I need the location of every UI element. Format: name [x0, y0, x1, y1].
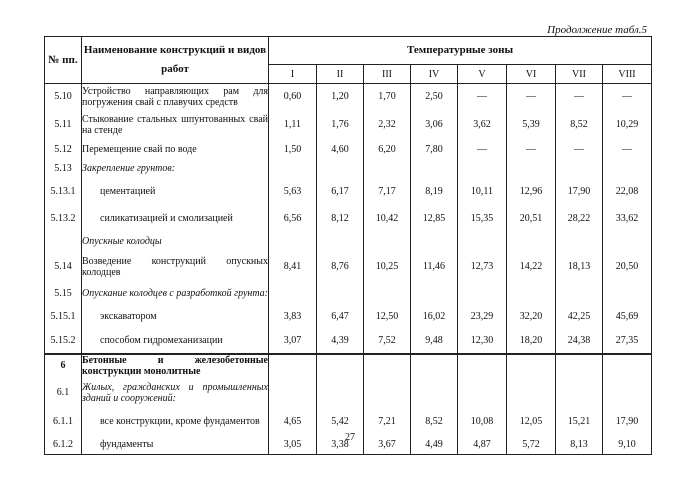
table-row	[45, 283, 652, 304]
value-cell: 4,87	[458, 435, 507, 455]
header-zone: IV	[411, 65, 458, 84]
value-cell: —	[556, 140, 603, 159]
table-row	[45, 377, 652, 409]
value-cell	[458, 159, 507, 178]
value-cell: 10,25	[364, 251, 411, 283]
value-cell: 14,22	[507, 251, 556, 283]
value-cell	[364, 159, 411, 178]
value-cell: 17,90	[603, 409, 652, 435]
row-name: Опускание колодцев с разработкой грунта:	[82, 283, 269, 304]
value-cell: 0,60	[269, 84, 317, 110]
value-cell: 4,39	[317, 329, 364, 354]
row-name: экскаватором	[82, 304, 269, 329]
value-cell	[317, 354, 364, 377]
table-row	[45, 159, 652, 178]
value-cell: 18,13	[556, 251, 603, 283]
value-cell: 8,76	[317, 251, 364, 283]
value-cell	[458, 232, 507, 251]
value-cell: 7,21	[364, 409, 411, 435]
value-cell: 4,65	[269, 409, 317, 435]
value-cell: 10,29	[603, 110, 652, 140]
table-row	[45, 409, 652, 435]
value-cell: 8,13	[556, 435, 603, 455]
value-cell: 1,20	[317, 84, 364, 110]
value-cell	[411, 354, 458, 377]
row-number: 6.1.2	[45, 435, 82, 455]
header-zone: V	[458, 65, 507, 84]
table-row	[45, 329, 652, 354]
value-cell: 12,05	[507, 409, 556, 435]
value-cell	[317, 159, 364, 178]
row-name: Жилых, гражданских и промышленных зданий и сооружений:	[82, 377, 269, 409]
value-cell: 1,11	[269, 110, 317, 140]
table-row	[45, 232, 652, 251]
row-number: 6	[45, 354, 82, 377]
value-cell: 7,80	[411, 140, 458, 159]
row-name: Стыкование стальных шпунтованных свай на стенде	[82, 110, 269, 140]
table-row	[45, 304, 652, 329]
value-cell	[507, 354, 556, 377]
value-cell: 4,49	[411, 435, 458, 455]
value-cell: 18,20	[507, 329, 556, 354]
norms-table	[44, 36, 652, 455]
value-cell	[364, 354, 411, 377]
value-cell: —	[603, 140, 652, 159]
value-cell: 45,69	[603, 304, 652, 329]
row-number: 5.15.2	[45, 329, 82, 354]
header-name: Наименование конструкций и видов работ	[82, 37, 269, 84]
header-zone: III	[364, 65, 411, 84]
page-number: 27	[345, 432, 355, 443]
header-zone: VII	[556, 65, 603, 84]
row-name: силикатизацией и смолизацией	[82, 206, 269, 232]
value-cell: 20,50	[603, 251, 652, 283]
value-cell	[364, 283, 411, 304]
value-cell: —	[458, 140, 507, 159]
value-cell: 3,07	[269, 329, 317, 354]
value-cell: 8,52	[411, 409, 458, 435]
value-cell: 11,46	[411, 251, 458, 283]
value-cell	[269, 159, 317, 178]
row-name: Закрепление грунтов:	[82, 159, 269, 178]
value-cell	[269, 232, 317, 251]
value-cell	[364, 232, 411, 251]
value-cell	[458, 354, 507, 377]
value-cell: 10,11	[458, 178, 507, 206]
value-cell	[556, 283, 603, 304]
row-name: Опускные колодцы	[82, 232, 269, 251]
value-cell: 8,12	[317, 206, 364, 232]
value-cell	[603, 354, 652, 377]
value-cell: 6,20	[364, 140, 411, 159]
value-cell: 9,10	[603, 435, 652, 455]
value-cell	[364, 377, 411, 409]
header-zones-title: Температурные зоны	[269, 37, 652, 65]
value-cell: 6,47	[317, 304, 364, 329]
value-cell	[603, 283, 652, 304]
value-cell: 12,50	[364, 304, 411, 329]
row-number: 5.15.1	[45, 304, 82, 329]
value-cell: 2,50	[411, 84, 458, 110]
row-number: 5.13	[45, 159, 82, 178]
value-cell	[603, 377, 652, 409]
value-cell: 20,51	[507, 206, 556, 232]
value-cell: 12,85	[411, 206, 458, 232]
value-cell	[603, 232, 652, 251]
value-cell: 1,50	[269, 140, 317, 159]
row-number: 5.14	[45, 251, 82, 283]
row-number: 5.11	[45, 110, 82, 140]
value-cell	[411, 232, 458, 251]
row-number: 5.13.2	[45, 206, 82, 232]
value-cell: 9,48	[411, 329, 458, 354]
value-cell: 7,17	[364, 178, 411, 206]
value-cell	[458, 283, 507, 304]
value-cell	[507, 159, 556, 178]
value-cell: 3,06	[411, 110, 458, 140]
table-row	[45, 251, 652, 283]
value-cell: 28,22	[556, 206, 603, 232]
value-cell: —	[507, 140, 556, 159]
value-cell	[507, 283, 556, 304]
value-cell: 3,05	[269, 435, 317, 455]
value-cell	[603, 159, 652, 178]
value-cell: 6,17	[317, 178, 364, 206]
row-name: способом гидромеханизации	[82, 329, 269, 354]
table-row	[45, 178, 652, 206]
value-cell: 33,62	[603, 206, 652, 232]
table-body	[45, 84, 652, 455]
table-caption: Продолжение табл.5	[547, 24, 647, 36]
value-cell: 12,30	[458, 329, 507, 354]
value-cell: —	[458, 84, 507, 110]
row-number: 5.10	[45, 84, 82, 110]
row-number: 5.13.1	[45, 178, 82, 206]
value-cell: —	[603, 84, 652, 110]
row-name: Перемещение свай по воде	[82, 140, 269, 159]
header-zone: VI	[507, 65, 556, 84]
value-cell	[458, 377, 507, 409]
value-cell: 12,96	[507, 178, 556, 206]
value-cell: 5,63	[269, 178, 317, 206]
header-zone: I	[269, 65, 317, 84]
value-cell	[269, 354, 317, 377]
value-cell: 5,72	[507, 435, 556, 455]
row-name: Возведение конструкций опускных колодцев	[82, 251, 269, 283]
value-cell: 15,35	[458, 206, 507, 232]
value-cell	[556, 354, 603, 377]
value-cell	[411, 159, 458, 178]
row-number	[45, 232, 82, 251]
value-cell: —	[556, 84, 603, 110]
value-cell: 8,19	[411, 178, 458, 206]
value-cell: 42,25	[556, 304, 603, 329]
value-cell: 27,35	[603, 329, 652, 354]
value-cell: 32,20	[507, 304, 556, 329]
value-cell: 15,21	[556, 409, 603, 435]
header-zone: VIII	[603, 65, 652, 84]
row-number: 5.12	[45, 140, 82, 159]
value-cell: 10,08	[458, 409, 507, 435]
value-cell	[269, 377, 317, 409]
value-cell: 6,56	[269, 206, 317, 232]
value-cell: 5,42	[317, 409, 364, 435]
value-cell: 24,38	[556, 329, 603, 354]
table-row	[45, 140, 652, 159]
value-cell	[556, 377, 603, 409]
value-cell: 3,62	[458, 110, 507, 140]
table-row	[45, 84, 652, 110]
value-cell: 3,38	[317, 435, 364, 455]
value-cell: 4,60	[317, 140, 364, 159]
table-row	[45, 354, 652, 377]
value-cell: 2,32	[364, 110, 411, 140]
value-cell: 3,83	[269, 304, 317, 329]
value-cell	[411, 377, 458, 409]
value-cell: 16,02	[411, 304, 458, 329]
value-cell	[556, 159, 603, 178]
row-name: Устройство направляющих рам для погружения свай с плавучих средств	[82, 84, 269, 110]
header-zone: II	[317, 65, 364, 84]
row-name: все конструкции, кроме фундаментов	[82, 409, 269, 435]
value-cell: 8,41	[269, 251, 317, 283]
value-cell	[507, 377, 556, 409]
value-cell	[411, 283, 458, 304]
value-cell: 8,52	[556, 110, 603, 140]
value-cell	[269, 283, 317, 304]
row-number: 6.1.1	[45, 409, 82, 435]
value-cell	[317, 232, 364, 251]
header-num: № пп.	[45, 37, 82, 84]
table-row	[45, 110, 652, 140]
row-name: Бетонные и железобетонные конструкции монолитные	[82, 354, 268, 377]
value-cell: 1,76	[317, 110, 364, 140]
value-cell: 7,52	[364, 329, 411, 354]
value-cell	[317, 283, 364, 304]
value-cell: —	[507, 84, 556, 110]
row-number: 5.15	[45, 283, 82, 304]
value-cell	[556, 232, 603, 251]
row-number: 6.1	[45, 377, 82, 409]
row-name: фундаменты	[82, 435, 269, 455]
value-cell: 12,73	[458, 251, 507, 283]
value-cell: 23,29	[458, 304, 507, 329]
table-row	[45, 206, 652, 232]
value-cell: 5,39	[507, 110, 556, 140]
row-name: цементацией	[82, 178, 269, 206]
value-cell	[507, 232, 556, 251]
value-cell: 17,90	[556, 178, 603, 206]
value-cell: 3,67	[364, 435, 411, 455]
value-cell: 10,42	[364, 206, 411, 232]
value-cell: 22,08	[603, 178, 652, 206]
value-cell: 1,70	[364, 84, 411, 110]
value-cell	[317, 377, 364, 409]
